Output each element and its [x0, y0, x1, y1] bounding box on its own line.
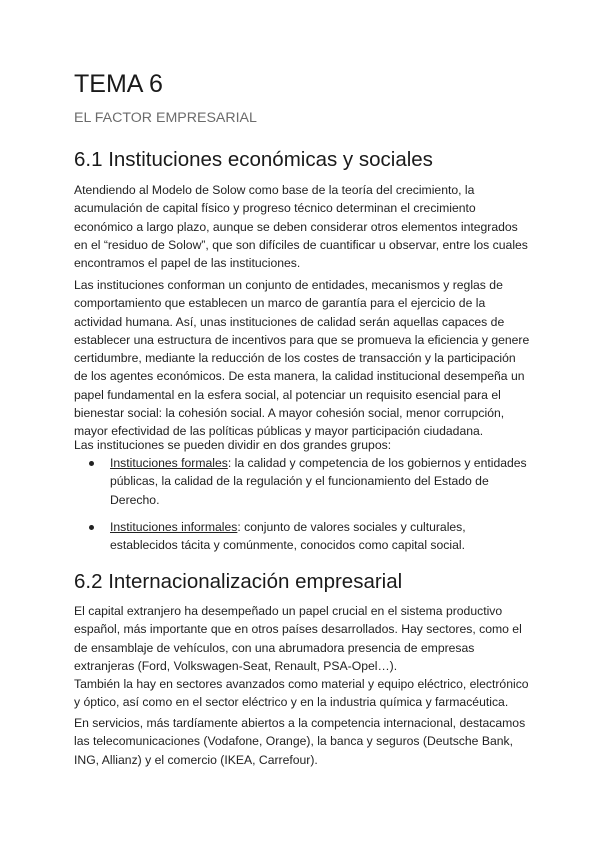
- text-line: económico a largo plazo, aunque se deben considerar otros elementos integrados: [74, 219, 518, 234]
- text-line: encontramos el papel de las instituciones.: [74, 256, 301, 271]
- section-heading-internacionalizacion: 6.2 Internacionalización empresarial: [74, 570, 403, 593]
- text-line: de los agentes económicos. De esta manera, la calidad institucional desempeña un: [74, 369, 525, 384]
- text-line: de ensamblaje de vehículos, con una abrumadora presencia de empresas: [74, 640, 475, 655]
- text-line: Derecho.: [110, 492, 160, 507]
- paragraph-solow: [74, 181, 534, 272]
- text-line: papel fundamental en la esfera social, al potenciar un requisito esencial para el: [74, 387, 501, 402]
- text-line: públicas, la calidad de la regulación y el funcionamiento del Estado de: [110, 474, 489, 489]
- paragraph-instituciones-definicion: [74, 276, 534, 441]
- text-line: También la hay en sectores avanzados como material y equipo eléctrico, electrónico: [74, 677, 529, 692]
- bullet-icon: [89, 525, 94, 530]
- text-line: extranjeras (Ford, Volkswagen-Seat, Renault, PSA-Opel…).: [74, 658, 398, 673]
- text-line: en el “residuo de Solow”, que son difíciles de cuantificar u observar, entre los cuales: [74, 237, 528, 252]
- text-line: y óptico, así como en el sector eléctrico y en la industria química y farmacéutica.: [74, 695, 509, 710]
- page-title: TEMA 6: [74, 70, 163, 98]
- text-line: español, más importante que en otros países desarrollados. Hay sectores, como el: [74, 622, 522, 637]
- text-line: establecer una estructura de incentivos para que se promueva la eficiencia y genere: [74, 332, 530, 347]
- paragraph-capital-extranjero: [74, 602, 534, 712]
- text-line: comportamiento que establecen un marco de garantía para el ejercicio de la: [74, 296, 486, 311]
- list-item-text: [110, 454, 534, 509]
- text-line: bienestar social: la cohesión social. A mayor cohesión social, menor corrupción,: [74, 406, 505, 421]
- text-line: establecidos tácita y comúnmente, conocidos como capital social.: [110, 538, 465, 553]
- bullet-definition: : la calidad y competencia de los gobiernos y entidades: [227, 456, 527, 470]
- text-line: las telecomunicaciones (Vodafone, Orange), la banca y seguros (Deutsche Bank,: [74, 734, 513, 749]
- text-line: El capital extranjero ha desempeñado un papel crucial en el sistema productivo: [74, 604, 503, 618]
- text-line: actividad humana. Así, unas instituciones de calidad serán aquellas capaces de: [74, 314, 505, 329]
- text-line: mayor efectividad de las políticas públicas y mayor participación ciudadana.: [74, 424, 484, 439]
- list-item-text: [110, 518, 534, 555]
- text-line: Las instituciones conforman un conjunto de entidades, mecanismos y reglas de: [74, 278, 503, 292]
- text-line: Atendiendo al Modelo de Solow como base de la teoría del crecimiento, la: [74, 183, 475, 197]
- page-subtitle: EL FACTOR EMPRESARIAL: [74, 110, 257, 126]
- bullet-icon: [89, 461, 94, 466]
- text-line: En servicios, más tardíamente abiertos a la competencia internacional, destacamos: [74, 716, 526, 730]
- text-line: ING, Allianz) y el comercio (IKEA, Carrefour).: [74, 752, 318, 767]
- text-line: certidumbre, mediante la reducción de los costes de transacción y la participación: [74, 351, 516, 366]
- text-line: acumulación de capital físico y progreso técnico determinan el crecimiento: [74, 201, 476, 216]
- bullet-definition: : conjunto de valores sociales y culturales,: [237, 520, 466, 534]
- paragraph-grupos: Las instituciones se pueden dividir en dos grandes grupos:: [74, 438, 392, 452]
- bullet-term: Instituciones formales: [110, 456, 228, 470]
- paragraph-servicios: [74, 714, 534, 769]
- section-heading-instituciones: 6.1 Instituciones económicas y sociales: [74, 148, 433, 171]
- text-line: [110, 454, 534, 472]
- text-line: [110, 518, 534, 536]
- bullet-term: Instituciones informales: [110, 520, 238, 534]
